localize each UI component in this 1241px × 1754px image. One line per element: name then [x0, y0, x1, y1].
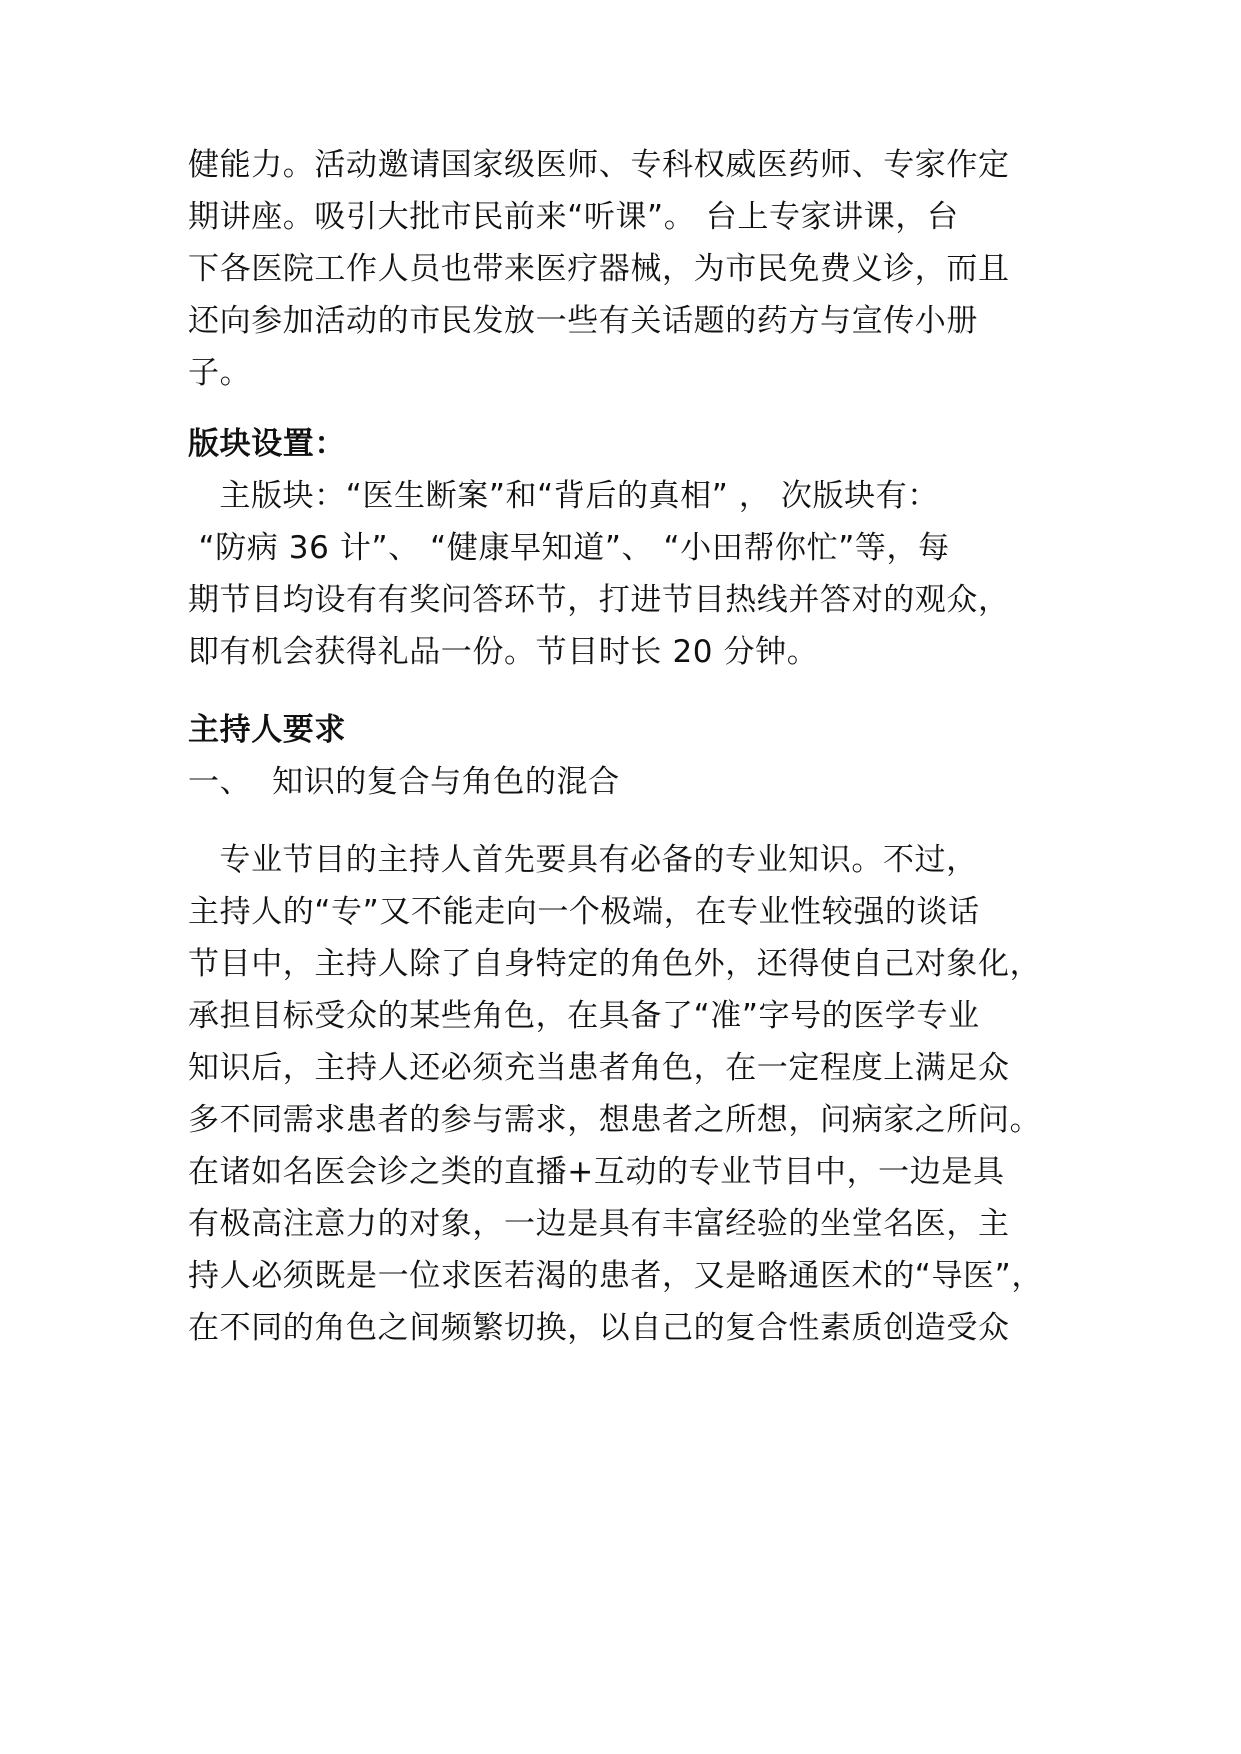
section2-subtitle: 一、 知识的复合与角色的混合 [188, 764, 620, 800]
section-heading-layout: 版块设置： [188, 426, 346, 462]
section2-line-10: 在不同的角色之间频繁切换，以自己的复合性素质创造受众 [188, 1310, 1010, 1346]
intro-line-2: 期讲座。吸引大批市民前来“听课”。 台上专家讲课，台 [188, 199, 959, 235]
section2-line-2: 主持人的“专”又不能走向一个极端，在专业性较强的谈话 [188, 894, 980, 930]
intro-line-5: 子。 [188, 355, 252, 391]
intro-line-3: 下各医院工作人员也带来医疗器械，为市民免费义诊，而且 [188, 251, 1010, 287]
section2-line-5: 知识后，主持人还必须充当患者角色，在一定程度上满足众 [188, 1050, 1010, 1086]
section-heading-host: 主持人要求 [188, 712, 346, 748]
section2-line-9: 持人必须既是一位求医若渴的患者，又是略通医术的“导医”， [188, 1258, 1043, 1294]
intro-line-1: 健能力。活动邀请国家级医师、专科权威医药师、专家作定 [188, 147, 1010, 183]
section1-line-3: 期节目均设有有奖问答环节，打进节目热线并答对的观众， [188, 582, 1010, 618]
section2-line-8: 有极高注意力的对象，一边是具有丰富经验的坐堂名医，主 [188, 1206, 1010, 1242]
section2-line-1: 专业节目的主持人首先要具有必备的专业知识。不过， [188, 842, 978, 878]
section2-line-3: 节目中，主持人除了自身特定的角色外，还得使自己对象化， [188, 946, 1042, 982]
intro-line-4: 还向参加活动的市民发放一些有关话题的药方与宣传小册 [188, 303, 978, 339]
section2-line-4: 承担目标受众的某些角色，在具备了“准”字号的医学专业 [188, 998, 980, 1034]
section1-line-4: 即有机会获得礼品一份。节目时长 20 分钟。 [188, 634, 819, 670]
section2-line-7: 在诸如名医会诊之类的直播+互动的专业节目中，一边是具 [188, 1154, 1005, 1190]
section2-line-6: 多不同需求患者的参与需求，想患者之所想，问病家之所问。 [188, 1102, 1042, 1138]
section1-line-1: 主版块：“医生断案”和“背后的真相” ， 次版块有： [188, 478, 939, 514]
section1-line-2: “防病 36 计”、 “健康早知道”、 “小田帮你忙”等，每 [188, 530, 950, 566]
